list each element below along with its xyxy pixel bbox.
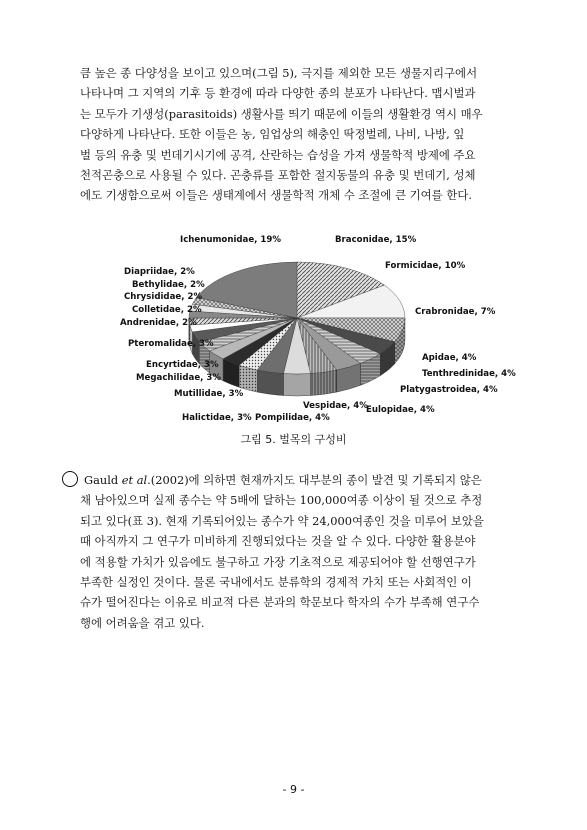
text-line: 슈가 떨어진다는 이유로 비교적 다른 분과의 학문보다 학자의 수가 부족해 연구수: [80, 595, 480, 610]
pie-chart-svg: [110, 230, 516, 430]
text-line: 다양하게 나타난다. 또한 이들은 농, 임업상의 해충인 딱정벌레, 나비, 나방, 잎: [80, 127, 465, 142]
pie-slice-label: Platygastroidea, 4%: [400, 385, 498, 395]
figure-caption: 그림 5. 벌목의 구성비: [240, 433, 347, 446]
page-number: - 9 -: [282, 783, 305, 796]
text-line: 채 남아있으며 실제 종수는 약 5배에 달하는 100,000여종 이상이 될 것으로 추정: [80, 493, 483, 508]
text-line: 는 모두가 기생성(parasitoids) 생활사를 띄기 때문에 이들의 생활환경 역시 매우: [80, 106, 483, 121]
text-line: 때 아직까지 그 연구가 미비하게 진행되었다는 것을 알 수 있다. 다양한 활용분야: [80, 534, 476, 549]
pie-slice-label: Ichenumonidae, 19%: [180, 235, 282, 245]
text-line: 부족한 실정인 것이다. 물론 국내에서도 분류학의 경제적 가치 또는 사회적인 이: [80, 575, 472, 590]
pie-slice-label: Crabronidae, 7%: [415, 307, 496, 317]
pie-slice-label: Braconidae, 15%: [335, 235, 417, 245]
bullet-circle-icon: [62, 471, 78, 487]
pie-slice-label: Formicidae, 10%: [385, 261, 466, 271]
text-line: 천적곤충으로 사용될 수 있다. 곤충류를 포함한 절지동물의 유충 및 번데기, 성체: [80, 168, 476, 183]
pie-slice-label: Vespidae, 4%: [303, 401, 368, 411]
text-line: 나타나며 그 지역의 기후 등 환경에 따라 다양한 종의 분포가 나타난다. 맵시벌과: [80, 86, 476, 101]
pie-slice-label: Eulopidae, 4%: [366, 405, 435, 415]
text-line: 되고 있다(표 3). 현재 기록되어있는 종수가 약 24,000여종인 것을 미루어 보았을: [80, 513, 484, 528]
text-line: 벌 등의 유충 및 번데기시기에 공격, 산란하는 습성을 가져 생물학적 방제에 주요: [80, 147, 476, 162]
text-line: 에 적용할 가치가 있음에도 불구하고 가장 기초적으로 제공되어야 할 선행연구가: [80, 554, 476, 569]
pie-slice-side-shade: [311, 370, 337, 395]
pie-slice-label: Mutillidae, 3%: [174, 389, 244, 399]
text-line: 행에 어려움을 겪고 있다.: [80, 615, 205, 630]
pie-slice-label: Pompilidae, 4%: [255, 413, 330, 423]
pie-slice-label: Andrenidae, 2%: [120, 318, 197, 328]
text-line: .(2002)에 의하면 현재까지도 대부분의 종이 발견 및 기록되지 않은: [147, 473, 482, 487]
pie-slice-side-shade: [283, 374, 310, 396]
pie-slice-label: Encyrtidae, 3%: [146, 360, 219, 370]
paragraph-1: [80, 63, 520, 206]
pie-slice-label: Diapriidae, 2%: [124, 267, 195, 277]
pie-slice-label: Bethylidae, 2%: [132, 280, 205, 290]
pie-slice-label: Megachilidae, 3%: [136, 373, 222, 383]
text-line-first: [62, 470, 522, 490]
citation-etal: et al: [121, 473, 148, 487]
pie-slice-label: Apidae, 4%: [422, 353, 477, 363]
pie-slice-label: Tenthredinidae, 4%: [422, 369, 516, 379]
paragraph-2: [62, 470, 522, 633]
pie-top-layer: [189, 262, 405, 374]
text-line: 에도 기생함으로써 이들은 생태계에서 생물학적 개체 수 조절에 큰 기여를 한다.: [80, 188, 472, 203]
pie-slice-label: Pteromalidae, 3%: [128, 339, 214, 349]
pie-slice-label: Colletidae, 2%: [132, 305, 202, 315]
pie-slice-label: Halictidae, 3%: [182, 413, 252, 423]
text-line: 큼 높은 종 다양성을 보이고 있으며(그림 5), 극지를 제외한 모든 생물지리구에서: [80, 66, 478, 80]
pie-slice-side-shade: [257, 370, 283, 395]
citation-author: Gauld: [84, 473, 122, 487]
pie-slice-label: Chrysididae, 2%: [124, 292, 203, 302]
hymenoptera-pie-chart: [110, 230, 516, 430]
